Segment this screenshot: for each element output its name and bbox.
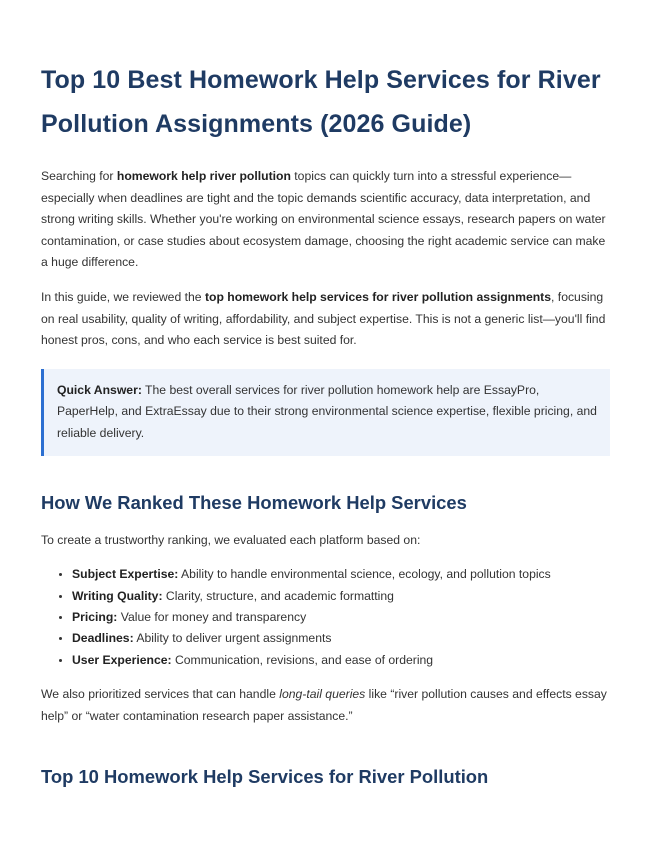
criteria-label: Pricing:	[72, 609, 118, 624]
criteria-item-deadlines	[72, 628, 610, 649]
intro-paragraph-2	[41, 287, 610, 352]
ranking-heading: How We Ranked These Homework Help Services	[41, 491, 467, 513]
quick-answer-body: The best overall services for river pollution homework help are EssayPro, PaperHelp, and ExtraEssay due to their strong environmental science expertise, flexible pricing, and reliable delivery.	[57, 382, 597, 440]
quick-answer-label: Quick Answer:	[57, 382, 142, 397]
criteria-description: Ability to handle environmental science, ecology, and pollution topics	[178, 567, 551, 582]
criteria-item-writing-quality	[72, 586, 610, 607]
intro-paragraph-1	[41, 166, 610, 274]
criteria-label: User Experience:	[72, 652, 172, 667]
criteria-label: Subject Expertise:	[72, 567, 179, 582]
ranking-criteria-list	[41, 564, 610, 671]
top-10-heading: Top 10 Homework Help Services for River Pollution	[41, 766, 489, 788]
priority-emphasis: long-tail queries	[279, 687, 366, 702]
intro-2-keyword: top homework help services for river pollution assignments	[204, 289, 552, 304]
criteria-description: Clarity, structure, and academic formatting	[162, 588, 394, 603]
intro-1-keyword: homework help river pollution	[116, 169, 291, 183]
priority-text-start: We also prioritized services that can handle	[41, 687, 280, 702]
quick-answer-callout	[41, 369, 610, 456]
intro-1-text-end: topics can quickly turn into a stressful experience—especially when deadlines are tight and the topic demands scientific accuracy, data interpretation, and strong writing skills. Whether you're working on environmental science essays, research papers on water contamination, or case studies about ecosystem damage, choosing the right academic service can make a huge difference.	[41, 169, 606, 270]
intro-1-text-start: Searching for	[41, 169, 117, 183]
priority-paragraph	[41, 684, 610, 727]
intro-2-text-end: , focusing on real usability, quality of writing, affordability, and subject expertise. This is not a generic list—you'll find honest pros, cons, and who each service is best suited for.	[41, 289, 606, 348]
criteria-label: Deadlines:	[72, 631, 134, 646]
page-title: Top 10 Best Homework Help Services for River Pollution Assignments (2026 Guide)	[41, 66, 601, 138]
priority-text-end: like “river pollution causes and effects essay help” or “water contamination research paper assistance.”	[41, 687, 607, 723]
criteria-item-pricing	[72, 607, 610, 628]
criteria-label: Writing Quality:	[72, 588, 163, 603]
criteria-item-subject-expertise	[72, 564, 610, 585]
criteria-item-user-experience	[72, 650, 610, 671]
quick-answer-text	[57, 380, 598, 445]
criteria-description: Value for money and transparency	[117, 609, 307, 624]
ranking-intro: To create a trustworthy ranking, we evaluated each platform based on:	[41, 532, 421, 547]
intro-2-text-start: In this guide, we reviewed the	[41, 289, 205, 304]
criteria-description: Communication, revisions, and ease of ordering	[171, 652, 434, 667]
criteria-description: Ability to deliver urgent assignments	[133, 631, 332, 646]
